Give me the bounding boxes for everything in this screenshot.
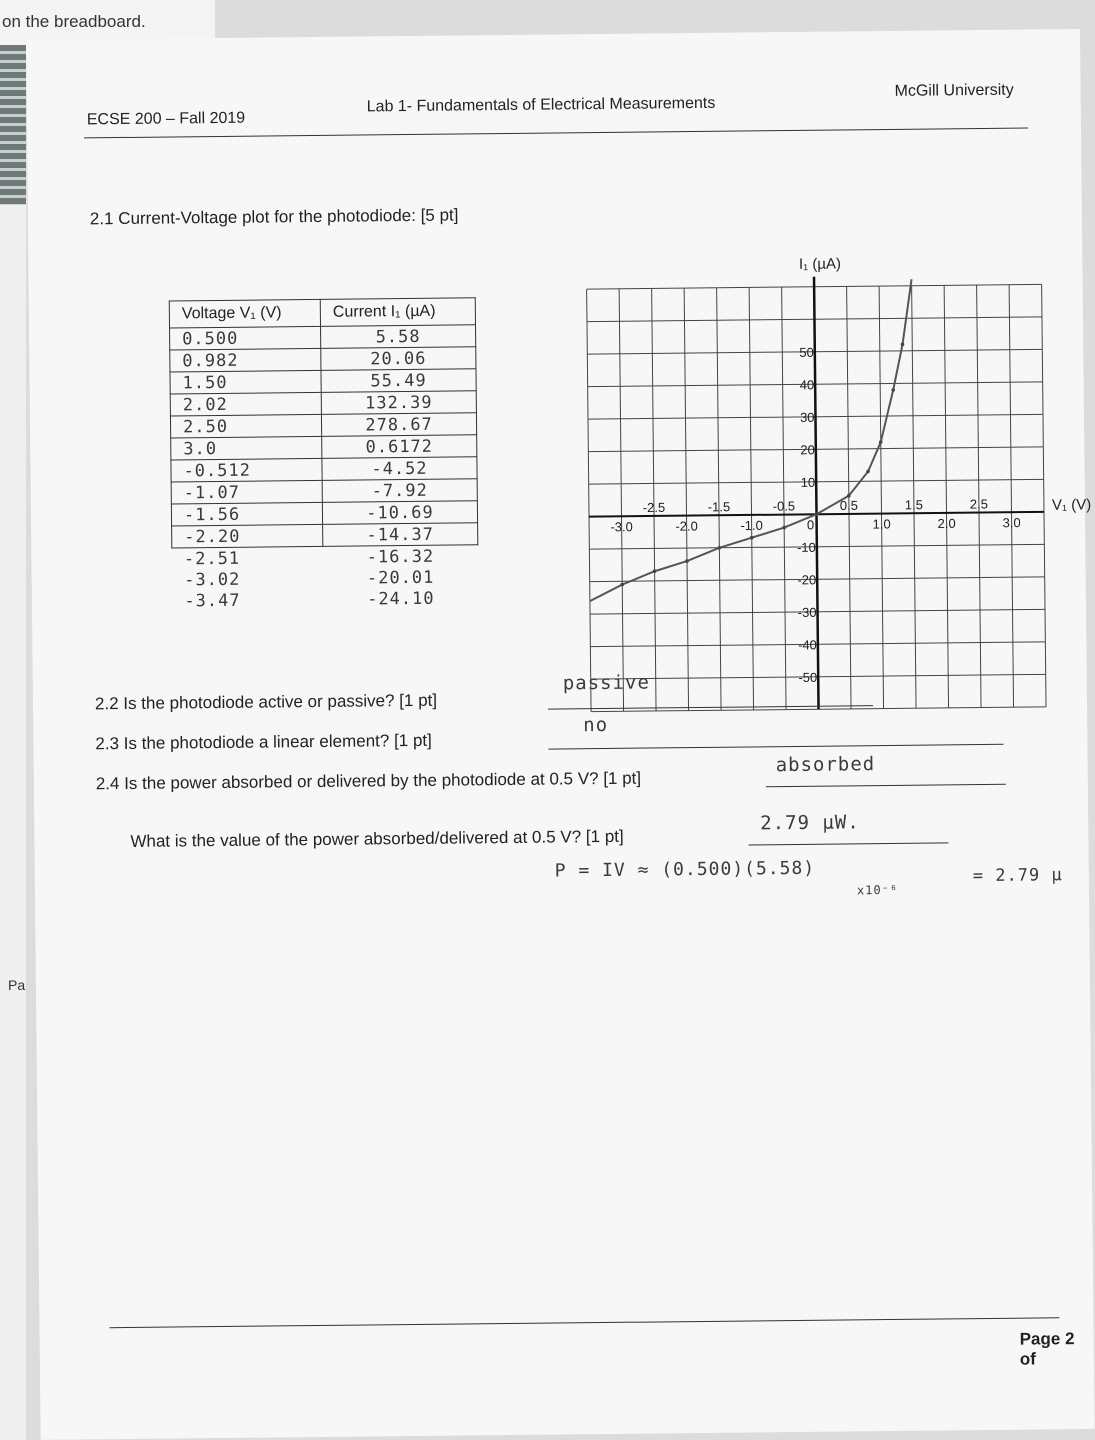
x-tick-label-bottom: 0 [806,517,815,533]
table-row [170,325,476,350]
grid-line-vertical [684,288,688,710]
voltage-cell: 2.50 [170,414,321,438]
table-row [171,457,477,482]
voltage-cell: -3.47 [184,590,241,611]
x-tick-label-top: 2.5 [969,496,989,512]
grid-line-vertical [1042,284,1046,706]
x-tick-label-top: -0.5 [772,498,796,514]
footer-rule [109,1317,1059,1328]
course-label: ECSE 200 – Fall 2019 [86,109,246,129]
power-calculation: P = IV ≈ (0.500)(5.58) [554,857,816,882]
voltage-cell: -1.56 [171,502,322,526]
table-row [172,587,478,611]
table-row [170,391,476,416]
voltage-cell: 3.0 [171,436,322,460]
iv-data-point [901,343,905,347]
answer-line-2-3 [548,744,1003,750]
answer-line-2-4 [766,784,1006,788]
current-cell: 20.06 [321,347,476,371]
y-tick-label: -50 [798,669,818,685]
table-row [170,413,476,438]
answer-2-2: passive [562,671,650,695]
current-cell: -16.32 [366,546,435,567]
current-header: Current I₁ (µA) [320,298,475,327]
background-strip-text: Pa [8,977,26,993]
answer-2-3: no [583,713,609,737]
current-cell: -24.10 [367,588,435,609]
current-cell: -10.69 [322,501,477,525]
question-2-2: 2.2 Is the photodiode active or passive? [1 pt] [94,690,438,714]
table-row [170,347,476,372]
grid-line-vertical [944,285,948,707]
current-cell: -7.92 [322,479,477,503]
binder-rings [0,45,26,205]
question-2-3: 2.3 Is the photodiode a linear element? [1 pt] [95,730,432,754]
voltage-cell: 1.50 [170,370,321,394]
table-row [171,501,477,526]
x-tick-label-bottom: 1.0 [872,516,891,532]
y-tick-label: 20 [800,442,815,458]
x-tick-label-bottom: -3.0 [610,519,633,535]
background-page-strip [0,205,26,1440]
grid-line-vertical [1009,285,1013,707]
x-tick-label-bottom: 3.0 [1002,515,1021,531]
current-cell: -20.01 [366,567,435,588]
x-tick-label-bottom: -2.0 [675,518,698,534]
grid-line-vertical [749,287,753,709]
calculation-exponent: x10⁻⁶ [856,882,899,898]
worksheet-page [26,29,1095,1440]
y-tick-label: 30 [799,409,815,425]
voltage-cell: 2.02 [170,392,321,416]
x-tick-label-top: 1.5 [904,497,924,513]
current-cell: 132.39 [321,391,476,415]
y-tick-label: -10 [796,539,816,555]
question-2-4: 2.4 Is the power absorbed or delivered by the photodiode at 0.5 V? [1 pt] [95,768,642,794]
iv-data-table [169,297,479,611]
voltage-cell: 0.982 [170,348,321,372]
x-tick-label-top: 0.5 [839,497,859,514]
y-tick-label: 50 [799,344,814,360]
x-axis-label: V₁ (V) [1051,496,1092,514]
question-power-value: What is the value of the power absorbed/delivered at 0.5 V? [1 pt] [130,826,624,851]
y-tick-label: -20 [797,572,817,588]
y-tick-label: -30 [797,604,817,620]
current-cell: 55.49 [321,369,476,393]
y-tick-label: 40 [799,377,815,393]
voltage-cell: -0.512 [171,458,322,482]
voltage-header: Voltage V₁ (V) [169,299,320,328]
x-tick-label-bottom: 2.0 [937,515,956,531]
lab-title: Lab 1- Fundamentals of Electrical Measurements [366,94,716,116]
x-tick-label-bottom: -1.0 [740,517,763,534]
section-title: 2.1 Current-Voltage plot for the photodiode: [5 pt] [89,205,459,229]
grid-line-vertical [619,289,623,711]
voltage-cell: -1.07 [171,480,322,504]
grid-line-vertical [879,286,883,708]
grid-line-vertical [587,289,591,711]
y-tick-label: 10 [800,474,816,490]
university-name: McGill University [894,81,1014,100]
voltage-cell: -3.02 [184,569,241,590]
calculation-result: = 2.79 µ [972,865,1063,887]
voltage-cell: 0.500 [170,326,321,350]
current-cell: -4.52 [322,457,477,481]
table-row [171,435,477,460]
y-axis-label: I₁ (µA) [798,255,842,273]
current-cell: -14.37 [323,523,478,547]
answer-line-power [748,842,948,845]
answer-2-4: absorbed [775,753,876,777]
table-row [170,369,476,394]
page-number: Page 2 of [1019,1329,1075,1369]
table-row [172,545,478,570]
table-row [171,479,477,504]
current-cell: 5.58 [321,325,476,349]
current-cell: 278.67 [321,413,476,437]
y-tick-label: -40 [798,637,817,653]
answer-power: 2.79 µW. [760,811,860,835]
x-tick-label-top: -1.5 [707,499,731,515]
background-sheet-text: on the breadboard. [2,12,146,31]
table-row [172,523,478,548]
table-row [172,566,478,590]
voltage-cell: -2.20 [172,524,323,548]
header-rule [84,128,1028,139]
x-tick-label-top: -2.5 [642,499,666,516]
voltage-cell: -2.51 [183,548,241,569]
current-cell: 0.6172 [322,435,477,459]
